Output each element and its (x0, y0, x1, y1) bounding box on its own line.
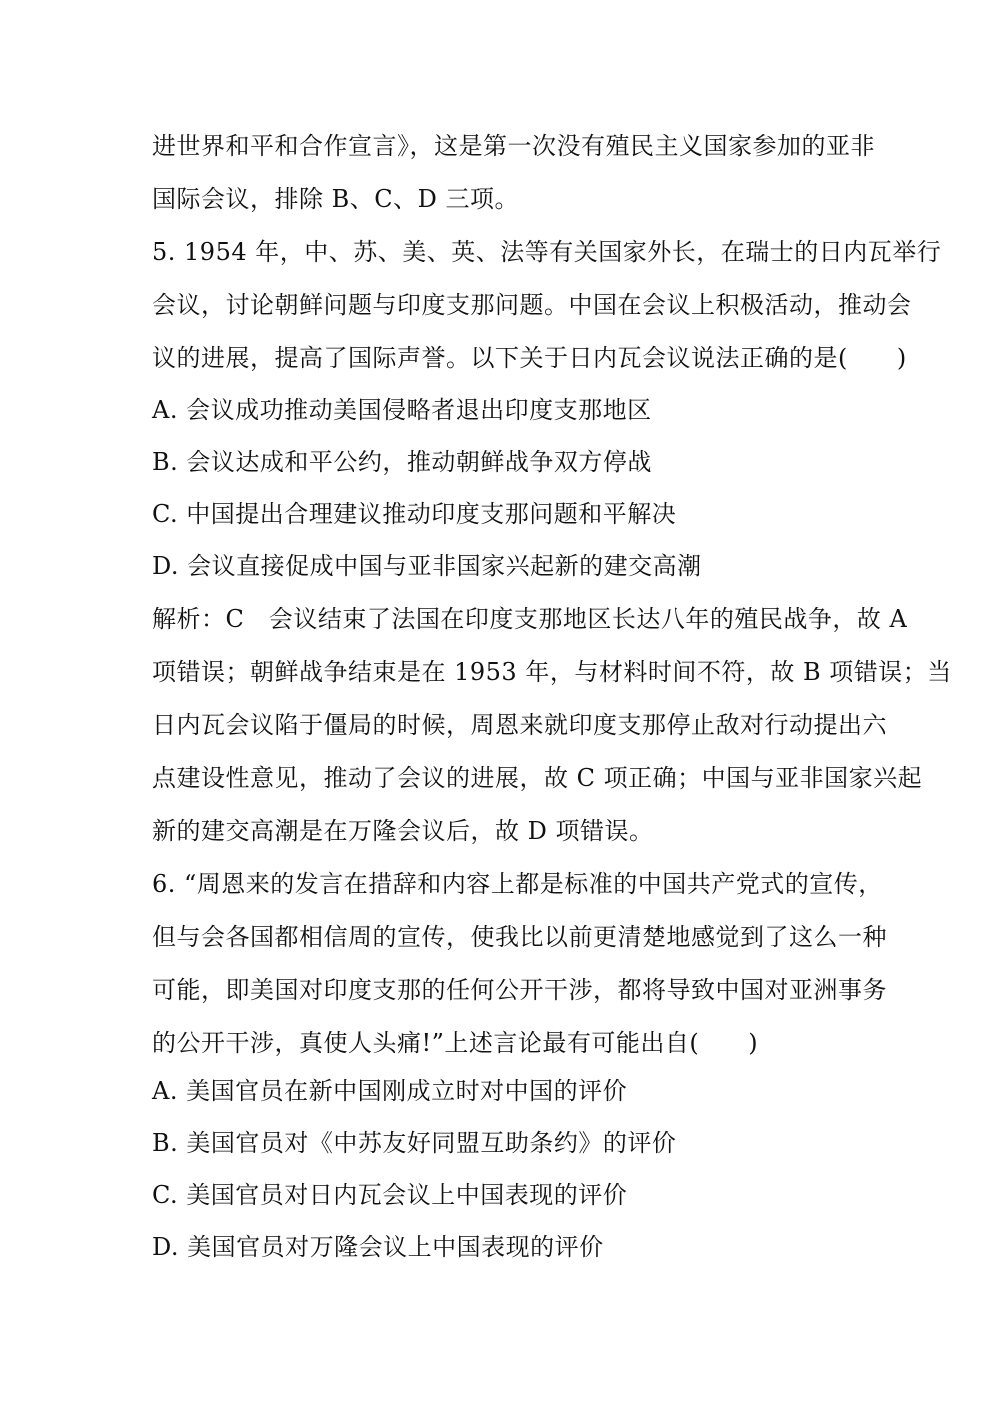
question-5-analysis: 点建设性意见，推动了会议的进展，故 C 项正确；中国与亚非国家兴起 (152, 764, 923, 792)
question-6-option-c: C. 美国官员对日内瓦会议上中国表现的评价 (152, 1181, 628, 1209)
question-5-option-c: C. 中国提出合理建议推动印度支那问题和平解决 (152, 500, 677, 528)
question-5-analysis: 新的建交高潮是在万隆会议后，故 D 项错误。 (152, 817, 654, 845)
question-6-stem: 可能，即美国对印度支那的任何公开干涉，都将导致中国对亚洲事务 (152, 976, 887, 1004)
question-6-option-b: B. 美国官员对《中苏友好同盟互助条约》的评价 (152, 1129, 677, 1157)
question-5-stem: 议的进展，提高了国际声誉。以下关于日内瓦会议说法正确的是( ) (152, 344, 907, 372)
question-5-option-d: D. 会议直接促成中国与亚非国家兴起新的建交高潮 (152, 552, 702, 580)
question-5-option-b: B. 会议达成和平公约，推动朝鲜战争双方停战 (152, 448, 652, 476)
question-5-analysis: 项错误；朝鲜战争结束是在 1953 年，与材料时间不符，故 B 项错误；当 (152, 658, 952, 686)
question-5-analysis: 解析：C 会议结束了法国在印度支那地区长达八年的殖民战争，故 A (152, 605, 908, 633)
question-6-option-a: A. 美国官员在新中国刚成立时对中国的评价 (152, 1077, 628, 1105)
question-5-option-a: A. 会议成功推动美国侵略者退出印度支那地区 (152, 396, 652, 424)
intro-line: 进世界和平和合作宣言》，这是第一次没有殖民主义国家参加的亚非 (152, 132, 875, 160)
question-6-stem: 6. “周恩来的发言在措辞和内容上都是标准的中国共产党式的宣传， (152, 870, 883, 898)
question-6-stem: 的公开干涉，真使人头痛!”上述言论最有可能出自( ) (152, 1029, 759, 1057)
question-5-stem: 会议，讨论朝鲜问题与印度支那问题。中国在会议上积极活动，推动会 (152, 291, 912, 319)
intro-line: 国际会议，排除 B、C、D 三项。 (152, 185, 519, 213)
question-5-stem: 5. 1954 年，中、苏、美、英、法等有关国家外长，在瑞士的日内瓦举行 (152, 238, 942, 266)
question-6-stem: 但与会各国都相信周的宣传，使我比以前更清楚地感觉到了这么一种 (152, 923, 887, 951)
question-6-option-d: D. 美国官员对万隆会议上中国表现的评价 (152, 1233, 604, 1261)
question-5-analysis: 日内瓦会议陷于僵局的时候，周恩来就印度支那停止敌对行动提出六 (152, 711, 887, 739)
